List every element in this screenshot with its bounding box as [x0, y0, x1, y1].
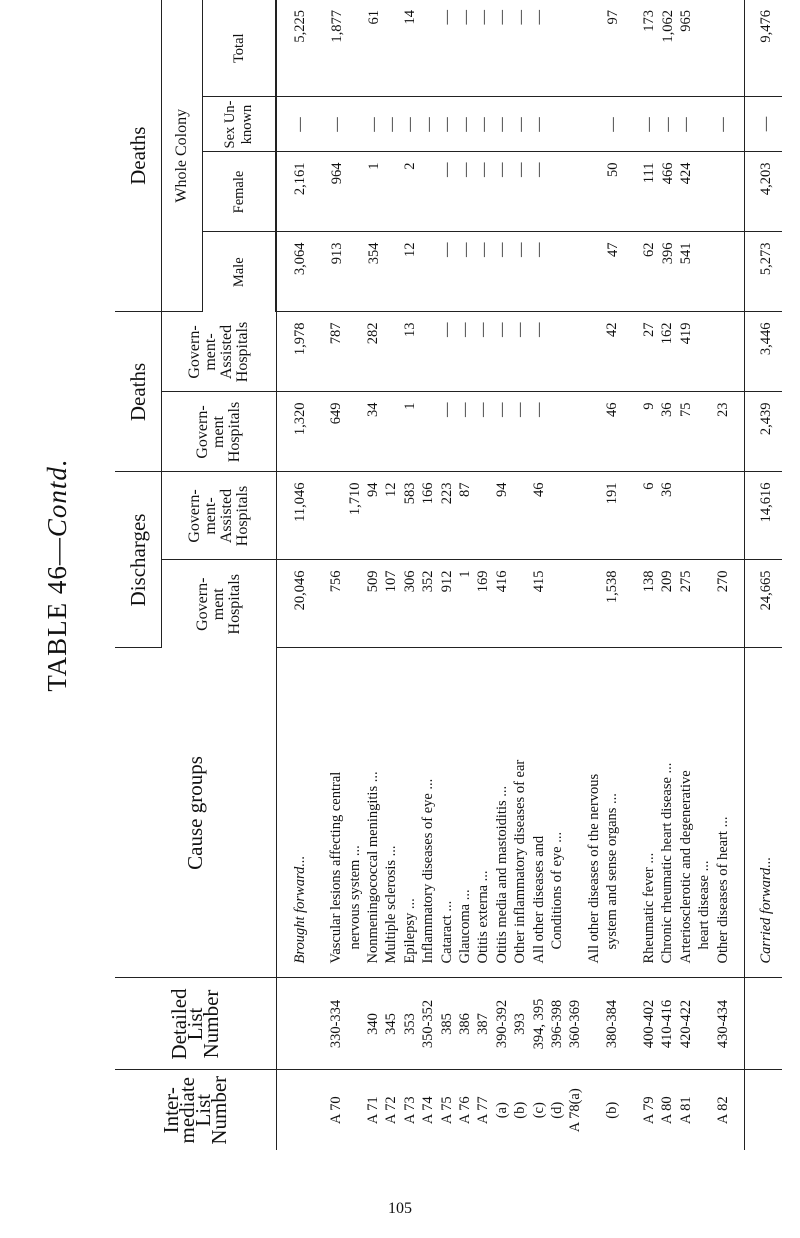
deaths-assisted-value: — — [493, 322, 510, 337]
deaths-gov-value — [622, 403, 640, 471]
discharges-gov-value: 352 — [420, 570, 437, 593]
female-deaths-value: — — [512, 162, 529, 177]
deaths-assisted-value — [566, 323, 584, 391]
discharges-assisted-value — [677, 483, 695, 559]
discharges-gov-value: 107 — [383, 570, 400, 593]
intermediate-number: A 76 — [457, 1096, 474, 1125]
header-sex-unknown: Sex Un- known — [203, 97, 277, 152]
discharges-assisted-value: 94 — [365, 482, 382, 497]
total-deaths-value: 173 — [641, 10, 658, 32]
detailed-number: 387 — [475, 1013, 492, 1035]
deaths-assisted-value: 27 — [640, 322, 657, 337]
male-deaths-value — [420, 243, 438, 311]
header-cause-groups: Cause groups — [115, 648, 276, 978]
intermediate-number: A 78(a) — [567, 1088, 584, 1133]
deaths-gov-value: 75 — [677, 402, 694, 417]
intermediate-number: A 79 — [640, 1096, 657, 1125]
intermediate-number: A 74 — [420, 1096, 437, 1125]
discharges-gov-value: 209 — [659, 570, 676, 593]
discharges-gov-value — [511, 571, 529, 647]
intermediate-number: A 75 — [438, 1096, 455, 1125]
bf-unknown: — — [292, 117, 308, 132]
sex-unknown-value — [346, 99, 364, 151]
intermediate-number: (d) — [548, 1101, 565, 1119]
discharges-assisted-value — [585, 483, 603, 559]
header-total: Total — [203, 0, 277, 97]
detailed-number: 330-334 — [328, 999, 345, 1049]
deaths-gov-value: 34 — [365, 402, 382, 417]
total-deaths-value — [696, 10, 714, 96]
male-deaths-value: 354 — [365, 242, 382, 265]
deaths-gov-value: 23 — [714, 402, 731, 417]
total-deaths-value: — — [512, 10, 529, 25]
female-deaths-value: 1 — [365, 162, 382, 170]
discharges-gov-value: 275 — [677, 570, 694, 593]
detailed-number: 394, 395 — [530, 998, 547, 1050]
male-deaths-value: 913 — [328, 242, 345, 265]
male-deaths-value — [548, 243, 566, 311]
sex-unknown-value: — — [641, 117, 658, 132]
male-deaths-value: — — [457, 242, 474, 257]
total-deaths-value: — — [439, 10, 456, 25]
female-deaths-value — [622, 163, 640, 231]
col-cause-groups — [276, 648, 745, 978]
female-deaths-value: 964 — [328, 162, 345, 185]
detailed-number: 345 — [383, 1013, 400, 1035]
total-deaths-value — [383, 10, 401, 96]
header-discharges: Discharges — [115, 472, 162, 648]
deaths-assisted-value — [622, 323, 640, 391]
header-dis-assisted: Govern- ment- Assisted Hospitals — [162, 472, 277, 560]
cause-label: Rheumatic fever ... — [640, 852, 657, 964]
header-intermediate-list: Inter- mediate List Number — [115, 1070, 276, 1150]
total-deaths-value — [585, 10, 603, 96]
sex-unknown-value: — — [475, 117, 492, 132]
total-deaths-value: 965 — [678, 10, 695, 32]
total-deaths-value: 14 — [402, 10, 419, 25]
discharges-gov-value: 138 — [640, 570, 657, 593]
deaths-assisted-value: — — [512, 322, 529, 337]
discharges-gov-value: 415 — [530, 570, 547, 593]
male-deaths-value — [622, 243, 640, 311]
col-dis-gov — [276, 560, 745, 648]
detailed-number: 396-398 — [548, 999, 565, 1049]
female-deaths-value: 2 — [402, 162, 419, 170]
cf-female: 4,203 — [745, 152, 782, 232]
col-detailed — [276, 978, 745, 1070]
total-deaths-value — [622, 10, 640, 96]
deaths-assisted-value: 787 — [328, 322, 345, 345]
female-deaths-value: — — [531, 162, 548, 177]
total-deaths-value: 1,062 — [659, 10, 676, 43]
discharges-gov-value: 509 — [365, 570, 382, 593]
discharges-gov-value: 912 — [438, 570, 455, 593]
sex-unknown-value — [548, 99, 566, 151]
discharges-assisted-value: 46 — [530, 482, 547, 497]
discharges-assisted-value: 223 — [438, 482, 455, 505]
cf-male: 5,273 — [745, 232, 782, 312]
total-deaths-value — [714, 10, 732, 96]
deaths-gov-value: 649 — [328, 402, 345, 425]
discharges-assisted-value — [622, 483, 640, 559]
discharges-gov-value — [585, 571, 603, 647]
deaths-assisted-value: 42 — [604, 322, 621, 337]
male-deaths-value: 541 — [678, 242, 695, 265]
deaths-assisted-value — [714, 323, 732, 391]
deaths-gov-value — [346, 403, 364, 471]
discharges-gov-value — [566, 571, 584, 647]
female-deaths-value: 424 — [678, 162, 695, 185]
deaths-assisted-value — [695, 323, 713, 391]
deaths-gov-value: 36 — [659, 402, 676, 417]
female-deaths-value — [696, 163, 714, 231]
total-deaths-value: — — [531, 10, 548, 25]
col-total — [276, 0, 745, 97]
detailed-number: 420-422 — [677, 999, 694, 1049]
page-number: 105 — [388, 1200, 412, 1217]
header-female: Female — [203, 152, 277, 232]
female-deaths-value — [420, 163, 438, 231]
intermediate-number: A 81 — [677, 1096, 694, 1125]
intermediate-number: A 80 — [659, 1096, 676, 1125]
male-deaths-value: 47 — [604, 242, 621, 257]
detailed-number: 385 — [438, 1013, 455, 1035]
deaths-gov-value — [548, 403, 566, 471]
col-dth-gov — [276, 392, 745, 472]
deaths-assisted-value — [585, 323, 603, 391]
deaths-gov-value — [566, 403, 584, 471]
total-deaths-value — [346, 10, 364, 96]
sex-unknown-value: — — [383, 117, 400, 132]
discharges-assisted-value — [474, 483, 492, 559]
detailed-number: 380-384 — [604, 999, 621, 1049]
header-dth-gov: Govern- ment Hospitals — [162, 392, 277, 472]
deaths-gov-value: 1 — [401, 402, 418, 410]
cause-label: Inflammatory diseases of eye ... — [420, 778, 437, 964]
total-deaths-value: — — [494, 10, 511, 25]
cause-label: Otitis media and mastoiditis ... — [493, 785, 510, 964]
detailed-number: 340 — [365, 1013, 382, 1035]
discharges-assisted-value: 36 — [659, 482, 676, 497]
detailed-number: 410-416 — [659, 999, 676, 1049]
discharges-assisted-value — [695, 483, 713, 559]
sex-unknown-value: — — [365, 117, 382, 132]
sex-unknown-value: — — [494, 117, 511, 132]
detailed-number: 400-402 — [640, 999, 657, 1049]
intermediate-number — [346, 1072, 364, 1150]
deaths-assisted-value: 162 — [659, 322, 676, 345]
bf-dis-gov: 20,046 — [291, 570, 308, 611]
deaths-assisted-value: 282 — [365, 322, 382, 345]
male-deaths-value — [585, 243, 603, 311]
intermediate-number: (b) — [512, 1101, 529, 1119]
intermediate-number: A 73 — [401, 1096, 418, 1125]
bf-total: 5,225 — [292, 10, 308, 43]
cause-label: Nonmeningococcal meningitis ... — [365, 771, 382, 964]
col-male — [276, 232, 745, 312]
cause-label: All other diseases and — [530, 835, 547, 964]
deaths-gov-value: — — [530, 402, 547, 417]
male-deaths-value: — — [439, 242, 456, 257]
detailed-number: 360-369 — [567, 999, 584, 1049]
intermediate-number — [622, 1072, 640, 1150]
sex-unknown-value: — — [604, 117, 621, 132]
cause-label: heart disease ... — [696, 860, 713, 950]
bf-dth-assisted: 1,978 — [291, 322, 308, 356]
discharges-gov-value: 169 — [475, 570, 492, 593]
female-deaths-value — [714, 163, 732, 231]
intermediate-number: (a) — [493, 1102, 510, 1119]
deaths-assisted-value — [346, 323, 364, 391]
deaths-gov-value: — — [512, 402, 529, 417]
deaths-assisted-value — [548, 323, 566, 391]
male-deaths-value: — — [512, 242, 529, 257]
detailed-number: 393 — [512, 1013, 529, 1035]
male-deaths-value — [714, 243, 732, 311]
cause-label: Multiple sclerosis ... — [383, 845, 400, 964]
total-deaths-value: — — [475, 10, 492, 25]
discharges-gov-value — [622, 571, 640, 647]
discharges-gov-value: 1 — [457, 570, 474, 578]
female-deaths-value — [346, 163, 364, 231]
sex-unknown-value: — — [659, 117, 676, 132]
cause-label: Other inflammatory diseases of ear — [512, 759, 529, 964]
cause-label: system and sense organs ... — [604, 793, 621, 950]
deaths-gov-value: 9 — [640, 402, 657, 410]
sex-unknown-value — [585, 99, 603, 151]
cause-label: Chronic rheumatic heart disease ... — [659, 762, 676, 964]
cf-dis-gov: 24,665 — [745, 560, 782, 648]
discharges-gov-value — [548, 571, 566, 647]
discharges-gov-value: 416 — [493, 570, 510, 593]
male-deaths-value: — — [531, 242, 548, 257]
male-deaths-value — [346, 243, 364, 311]
discharges-assisted-value: 12 — [383, 482, 400, 497]
table-body-row — [276, 0, 745, 1150]
female-deaths-value: — — [457, 162, 474, 177]
sex-unknown-value: — — [439, 117, 456, 132]
female-deaths-value — [585, 163, 603, 231]
cause-label: Epilepsy ... — [401, 898, 418, 964]
deaths-assisted-value: — — [475, 322, 492, 337]
deaths-gov-value — [419, 403, 437, 471]
cause-label — [566, 650, 584, 964]
cause-label: Other diseases of heart ... — [714, 816, 731, 964]
cf-total: 9,476 — [745, 0, 782, 97]
sex-unknown-value — [622, 99, 640, 151]
header-male: Male — [203, 232, 277, 312]
discharges-gov-value: 270 — [714, 570, 731, 593]
female-deaths-value — [548, 163, 566, 231]
rotated-table-page — [40, 0, 775, 1150]
col-dis-assisted — [276, 472, 745, 560]
female-deaths-value: — — [439, 162, 456, 177]
bf-female: 2,161 — [292, 162, 308, 196]
sex-unknown-value: — — [402, 117, 419, 132]
detailed-number: 386 — [457, 1013, 474, 1035]
deaths-gov-value — [695, 403, 713, 471]
intermediate-number: (b) — [604, 1101, 621, 1119]
cause-label: Otitis externa ... — [475, 870, 492, 964]
header-dth-assisted: Govern- ment- Assisted Hospitals — [162, 312, 277, 392]
discharges-gov-value: 756 — [328, 570, 345, 593]
cf-dth-gov: 2,439 — [745, 392, 782, 472]
deaths-gov-value — [585, 403, 603, 471]
header-dis-gov: Govern- ment Hospitals — [162, 560, 277, 648]
discharges-gov-value: 306 — [401, 570, 418, 593]
sex-unknown-value: — — [457, 117, 474, 132]
sex-unknown-value: — — [512, 117, 529, 132]
deaths-assisted-value: 13 — [401, 322, 418, 337]
cf-dis-assisted: 14,616 — [745, 472, 782, 560]
male-deaths-value: 396 — [659, 242, 676, 265]
sex-unknown-value: — — [678, 117, 695, 132]
total-deaths-value: 61 — [365, 10, 382, 25]
carried-forward-label: Carried forward... — [745, 648, 782, 978]
discharges-assisted-value: 94 — [493, 482, 510, 497]
mortality-table — [115, 0, 782, 1150]
detailed-number — [585, 980, 603, 1069]
deaths-assisted-value — [419, 323, 437, 391]
detailed-number: 390-392 — [493, 999, 510, 1049]
discharges-assisted-value: 166 — [420, 482, 437, 505]
female-deaths-value: 50 — [604, 162, 621, 177]
intermediate-number: A 77 — [475, 1096, 492, 1125]
deaths-assisted-value: — — [530, 322, 547, 337]
discharges-assisted-value — [714, 483, 732, 559]
cause-label: Arteriosclerotic and degenerative — [677, 770, 694, 964]
sex-unknown-value: — — [531, 117, 548, 132]
deaths-gov-value: — — [457, 402, 474, 417]
intermediate-number: (c) — [530, 1102, 547, 1119]
total-deaths-value — [567, 10, 585, 96]
sex-unknown-value: — — [420, 117, 437, 132]
male-deaths-value — [383, 243, 401, 311]
discharges-assisted-value — [327, 483, 345, 559]
table-title: TABLE 46 — [42, 565, 72, 692]
deaths-gov-value — [382, 403, 400, 471]
detailed-number: 350-352 — [420, 999, 437, 1049]
discharges-gov-value — [346, 571, 364, 647]
sex-unknown-value: — — [328, 117, 345, 132]
intermediate-number: A 70 — [328, 1096, 345, 1125]
total-deaths-value: 97 — [604, 10, 621, 25]
cause-label: Cataract ... — [438, 900, 455, 964]
discharges-assisted-value: 1,710 — [346, 482, 363, 516]
male-deaths-value: — — [494, 242, 511, 257]
bf-male: 3,064 — [292, 242, 308, 276]
total-deaths-value — [420, 10, 438, 96]
deaths-gov-value: 46 — [604, 402, 621, 417]
discharges-gov-value: 1,538 — [604, 570, 621, 604]
deaths-gov-value: — — [475, 402, 492, 417]
detailed-number: 353 — [401, 1013, 418, 1035]
col-intermediate — [276, 1070, 745, 1150]
header-whole-colony: Whole Colony — [162, 0, 203, 312]
intermediate-number — [585, 1072, 603, 1150]
male-deaths-value: — — [475, 242, 492, 257]
col-female — [276, 152, 745, 232]
intermediate-number: A 82 — [714, 1096, 731, 1125]
cause-label: All other diseases of the nervous — [585, 773, 602, 964]
deaths-gov-value: — — [438, 402, 455, 417]
header-detailed-list: Detailed List Number — [115, 978, 276, 1070]
header-deaths: Deaths — [115, 312, 162, 472]
detailed-number — [346, 980, 364, 1069]
total-deaths-value: — — [457, 10, 474, 25]
discharges-assisted-value: 6 — [640, 482, 657, 490]
carried-forward-row — [745, 0, 782, 1150]
female-deaths-value: 466 — [659, 162, 676, 185]
cf-dth-assisted: 3,446 — [745, 312, 782, 392]
col-sex-unknown — [276, 97, 745, 152]
female-deaths-value — [383, 163, 401, 231]
male-deaths-value: 62 — [641, 242, 658, 257]
discharges-assisted-value: 583 — [401, 482, 418, 505]
table-title-suffix: Contd. — [42, 458, 72, 538]
cause-label: nervous system ... — [346, 845, 363, 950]
discharges-assisted-value — [511, 483, 529, 559]
intermediate-number: A 72 — [383, 1096, 400, 1125]
sex-unknown-value — [696, 99, 714, 151]
discharges-assisted-value: 191 — [604, 482, 621, 505]
deaths-gov-value: — — [493, 402, 510, 417]
deaths-assisted-value — [382, 323, 400, 391]
bf-dth-gov: 1,320 — [291, 402, 308, 436]
intermediate-number — [695, 1072, 713, 1150]
deaths-assisted-value: 419 — [677, 322, 694, 345]
intermediate-number: A 71 — [365, 1096, 382, 1125]
col-dth-assisted — [276, 312, 745, 392]
male-deaths-value: 12 — [402, 242, 419, 257]
female-deaths-value: 111 — [641, 162, 658, 184]
discharges-gov-value — [695, 571, 713, 647]
female-deaths-value — [567, 163, 585, 231]
deaths-assisted-value: — — [438, 322, 455, 337]
male-deaths-value — [696, 243, 714, 311]
male-deaths-value — [567, 243, 585, 311]
bf-dis-assisted: 11,046 — [291, 482, 308, 522]
table-caption: TABLE 46—Contd. — [42, 458, 72, 692]
detailed-number: 430-434 — [714, 999, 731, 1049]
discharges-assisted-value: 87 — [457, 482, 474, 497]
total-deaths-value — [548, 10, 566, 96]
cause-label: Glaucoma ... — [457, 889, 474, 964]
total-deaths-value: 1,877 — [328, 10, 345, 43]
brought-forward-label: Brought forward... — [291, 855, 308, 964]
header-deaths-whole: Deaths — [115, 0, 162, 312]
cause-label — [622, 650, 640, 964]
detailed-number — [622, 980, 640, 1069]
female-deaths-value: — — [494, 162, 511, 177]
deaths-assisted-value: — — [457, 322, 474, 337]
female-deaths-value: — — [475, 162, 492, 177]
discharges-assisted-value — [548, 483, 566, 559]
sex-unknown-value: — — [715, 117, 731, 132]
cause-label: Vascular lesions affecting central — [328, 771, 345, 964]
cf-unknown: — — [745, 97, 782, 152]
sex-unknown-value — [567, 99, 585, 151]
cause-label: Conditions of eye ... — [548, 831, 565, 950]
discharges-assisted-value — [566, 483, 584, 559]
detailed-number — [695, 980, 713, 1069]
